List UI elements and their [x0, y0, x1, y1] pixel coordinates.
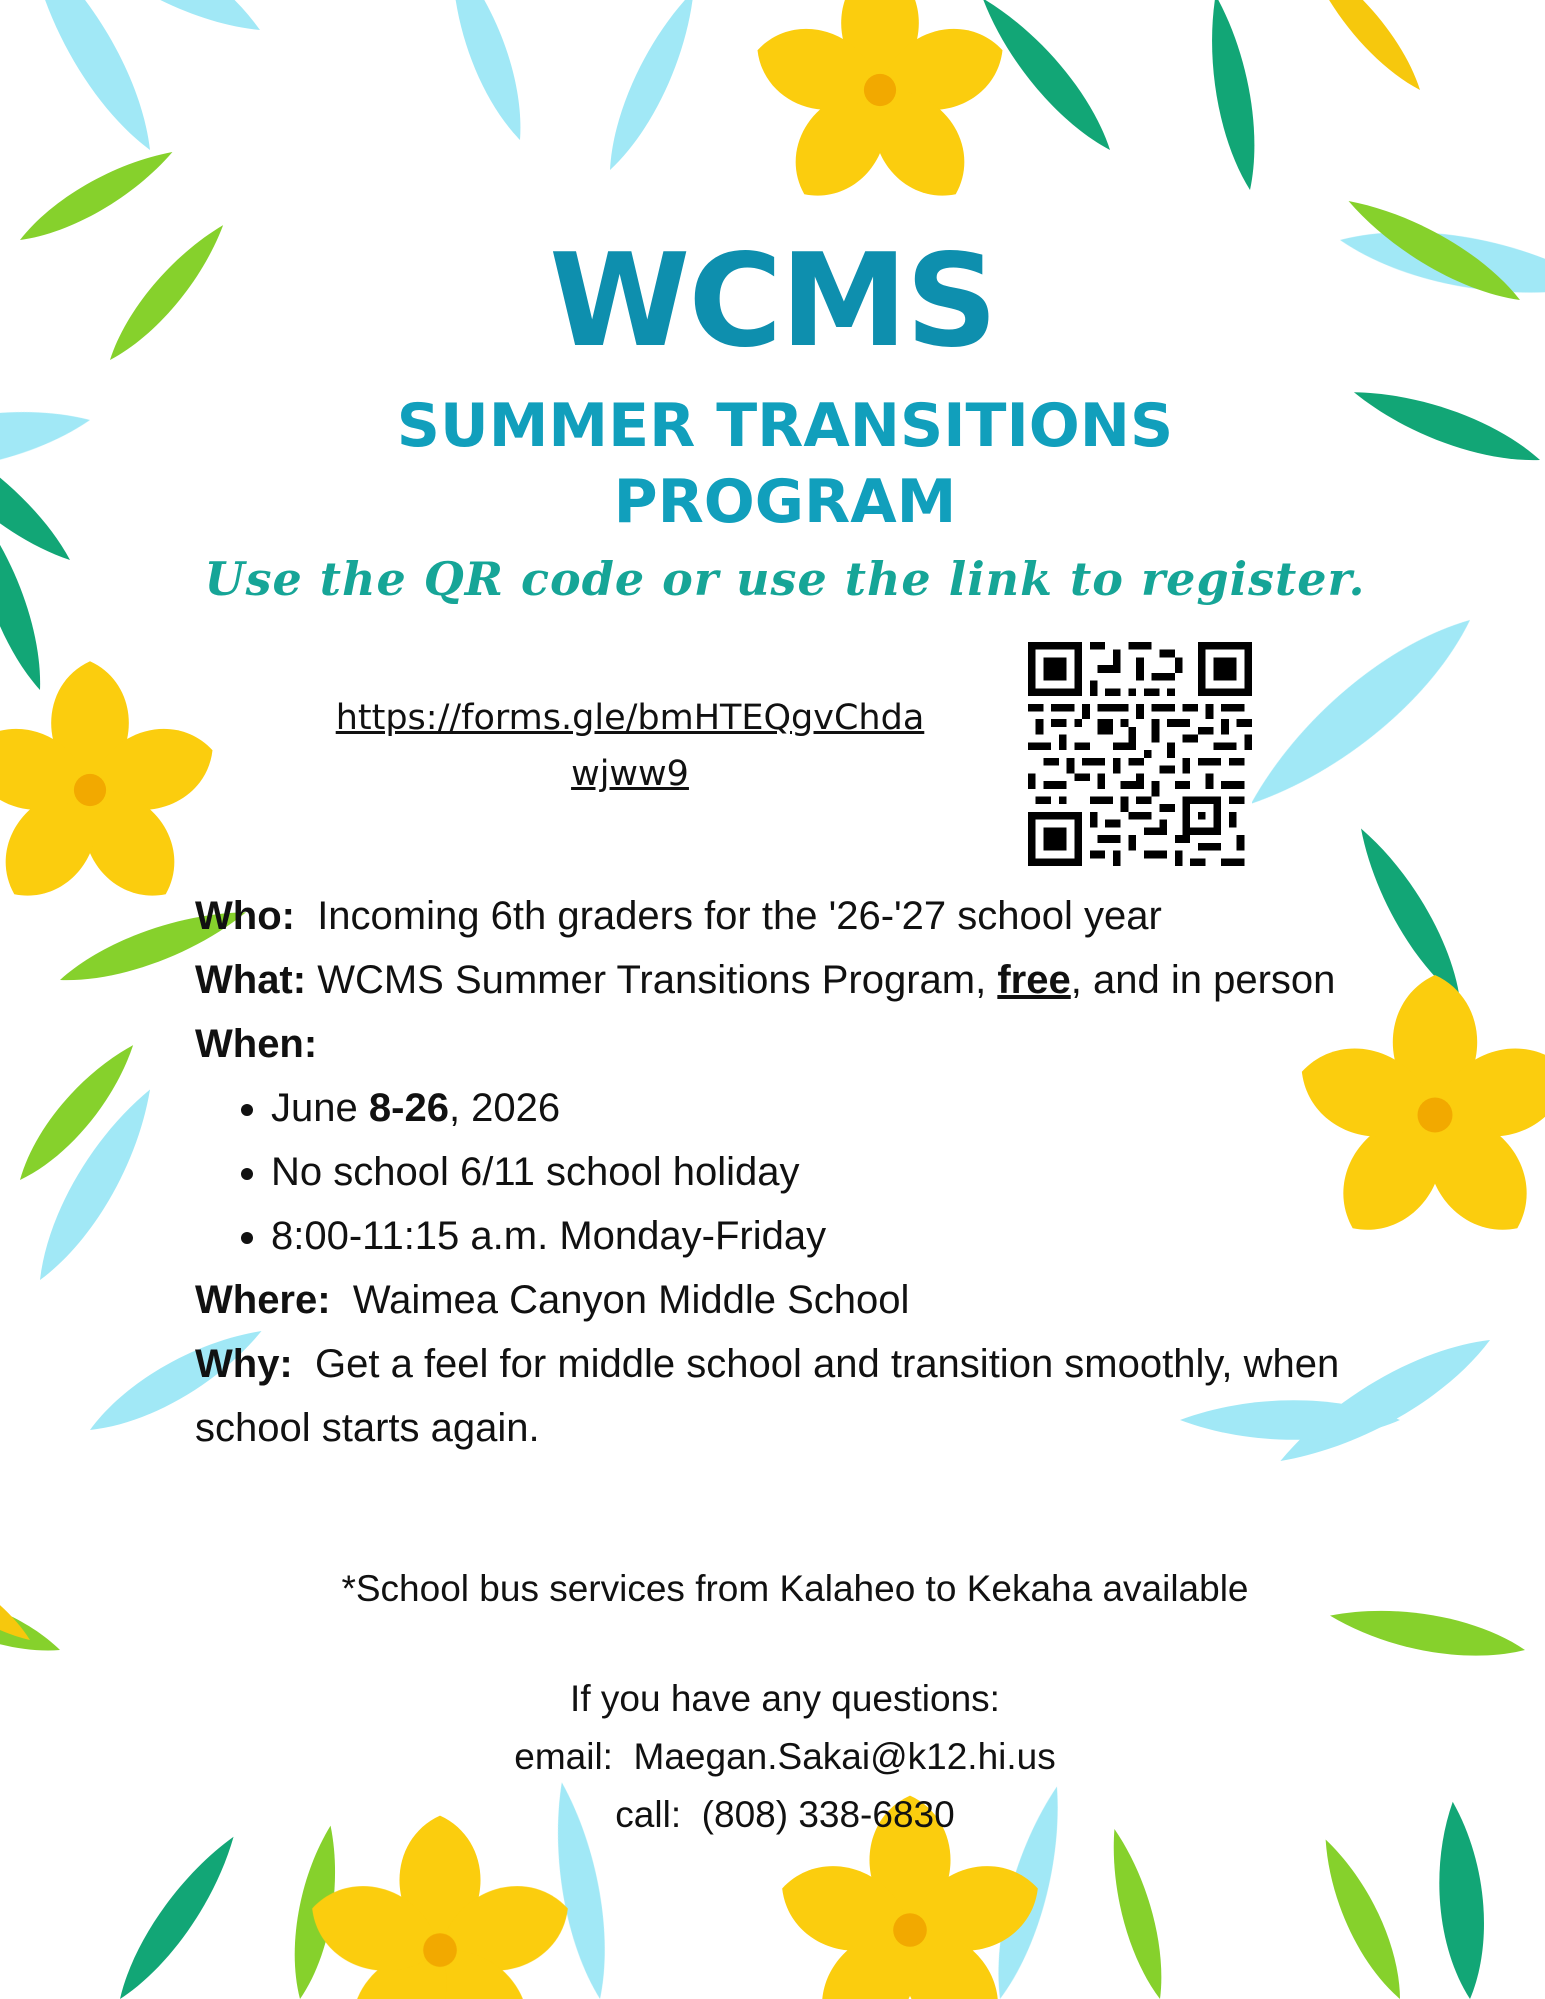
when-item-dates-range: 8-26 [368, 1086, 449, 1130]
program-details [195, 884, 1345, 1460]
registration-link[interactable] [310, 690, 950, 802]
what-text-continued: , and in person [1070, 958, 1336, 1002]
when-item-dates [271, 1076, 1345, 1140]
bus-services-note: *School bus services from Kalaheo to Kekaha available [341, 1568, 1249, 1609]
qr-code-icon[interactable] [1028, 642, 1252, 866]
contact-intro: If you have any questions: [570, 1678, 1000, 1719]
what-row [195, 948, 1345, 1012]
contact-email-row [345, 1728, 1225, 1786]
free-label: free [997, 958, 1071, 1002]
phone-number[interactable]: (808) 338-6830 [701, 1794, 955, 1835]
what-label: What: [195, 958, 307, 1002]
when-item-dates-prefix: June [271, 1086, 358, 1130]
why-row [195, 1332, 1345, 1460]
when-item-holiday: • No school 6/11 school holiday [271, 1140, 1345, 1204]
when-list [195, 1076, 1345, 1268]
page-title: WCMS [549, 227, 996, 376]
contact-info [345, 1670, 1225, 1844]
where-label: Where: [195, 1278, 331, 1322]
registration-link-line-2[interactable]: wjww9 [571, 754, 689, 794]
registration-link-line-1[interactable]: https://forms.gle/bmHTEQgvChda [335, 698, 925, 738]
register-tagline: Use the QR code or use the link to register. [204, 552, 1366, 606]
where-text: Waimea Canyon Middle School [352, 1278, 910, 1322]
email-address[interactable]: Maegan.Sakai@k12.hi.us [633, 1736, 1056, 1777]
when-item-hours: • 8:00-11:15 a.m. Monday-Friday [271, 1204, 1345, 1268]
contact-phone-row [345, 1786, 1225, 1844]
subtitle-line-1: SUMMER TRANSITIONS [396, 391, 1174, 461]
what-text: WCMS Summer Transitions Program, [317, 958, 987, 1002]
subtitle-line-2: PROGRAM [613, 467, 957, 537]
who-row [195, 884, 1345, 948]
program-subtitle [0, 388, 1545, 540]
where-row [195, 1268, 1345, 1332]
when-item-dates-year: , 2026 [448, 1086, 561, 1130]
who-label: Who: [195, 894, 295, 938]
why-label: Why: [195, 1342, 293, 1386]
email-label: email: [514, 1736, 613, 1777]
who-text: Incoming 6th graders for the '26-'27 school year [317, 894, 1162, 938]
when-row [195, 1012, 1345, 1076]
when-label: When: [195, 1022, 318, 1066]
why-text: Get a feel for middle school and transition smoothly, when school starts again. [195, 1342, 1340, 1450]
call-label: call: [615, 1794, 682, 1835]
